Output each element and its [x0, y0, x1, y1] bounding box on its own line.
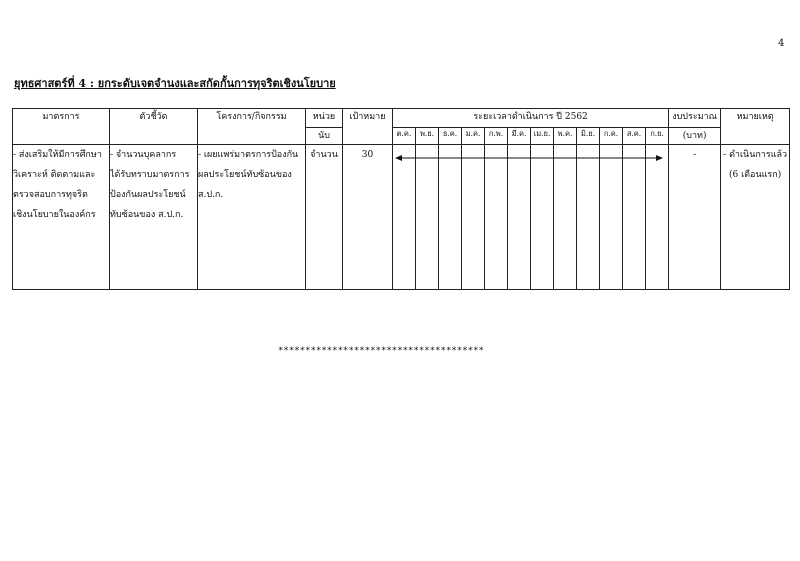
cell-month-sep — [646, 145, 669, 290]
month-dec: ธ.ค. — [439, 128, 462, 145]
cell-month-feb — [485, 145, 508, 290]
month-jan: ม.ค. — [462, 128, 485, 145]
cell-unit: จำนวน — [306, 145, 343, 290]
month-aug: ส.ค. — [623, 128, 646, 145]
schedule-arrow — [395, 155, 663, 161]
cell-month-jan — [462, 145, 485, 290]
month-feb: ก.พ. — [485, 128, 508, 145]
cell-project — [198, 145, 306, 290]
cell-measure — [13, 145, 110, 290]
header-period: ระยะเวลาดำเนินการ ปี 2562 — [393, 109, 669, 128]
header-unit-line2: นับ — [306, 128, 343, 145]
table-row — [13, 145, 790, 290]
header-indicator: ตัวชี้วัด — [110, 109, 198, 145]
measure-line: เชิงนโยบายในองค์กร — [13, 210, 96, 220]
cell-budget: - — [669, 145, 721, 290]
indicator-line: ป้องกันผลประโยชน์ — [110, 190, 186, 200]
month-mar: มี.ค. — [508, 128, 531, 145]
indicator-line: ได้รับทราบมาตรการ — [110, 170, 190, 180]
header-unit-line1: หน่วย — [306, 109, 343, 128]
project-line: - เผยแพร่มาตรการป้องกัน — [198, 150, 299, 160]
project-line: ส.ป.ก. — [198, 190, 224, 200]
measure-line: วิเคราะห์ ติดตามและ — [13, 170, 96, 180]
project-line: ผลประโยชน์ทับซ้อนของ — [198, 170, 292, 180]
cell-month-jul — [600, 145, 623, 290]
cell-month-oct — [393, 145, 416, 290]
header-measure: มาตรการ — [13, 109, 110, 145]
cell-month-aug — [623, 145, 646, 290]
indicator-line: ทับซ้อนของ ส.ป.ก. — [110, 210, 184, 220]
cell-month-nov — [416, 145, 439, 290]
header-remark: หมายเหตุ — [721, 109, 790, 145]
cell-month-jun — [577, 145, 600, 290]
action-plan-table — [12, 108, 790, 290]
month-may: พ.ค. — [554, 128, 577, 145]
cell-target: 30 — [343, 145, 393, 290]
header-budget-line1: งบประมาณ — [669, 109, 721, 128]
month-oct: ต.ค. — [393, 128, 416, 145]
measure-line: - ส่งเสริมให้มีการศึกษา — [13, 150, 102, 160]
indicator-line: - จำนวนบุคลากร — [110, 150, 177, 160]
month-sep: ก.ย. — [646, 128, 669, 145]
month-nov: พ.ย. — [416, 128, 439, 145]
cell-month-mar — [508, 145, 531, 290]
month-jun: มิ.ย. — [577, 128, 600, 145]
remark-line: - ดำเนินการแล้ว — [723, 150, 788, 160]
measure-line: ตรวจสอบการทุจริต — [13, 190, 88, 200]
month-apr: เม.ย. — [531, 128, 554, 145]
footer-stars: ************************************** — [278, 346, 484, 356]
month-jul: ก.ค. — [600, 128, 623, 145]
cell-indicator — [110, 145, 198, 290]
header-target: เป้าหมาย — [343, 109, 393, 145]
header-project: โครงการ/กิจกรรม — [198, 109, 306, 145]
page-number: 4 — [778, 38, 785, 49]
header-budget-line2: (บาท) — [669, 128, 721, 145]
strategy-heading: ยุทธศาสตร์ที่ 4 : ยกระดับเจตจำนงและสกัดกั้นการทุจริตเชิงนโยบาย — [14, 77, 336, 90]
cell-month-apr — [531, 145, 554, 290]
cell-month-may — [554, 145, 577, 290]
cell-remark — [721, 145, 790, 290]
cell-month-dec — [439, 145, 462, 290]
remark-line: (6 เดือนแรก) — [729, 170, 782, 180]
